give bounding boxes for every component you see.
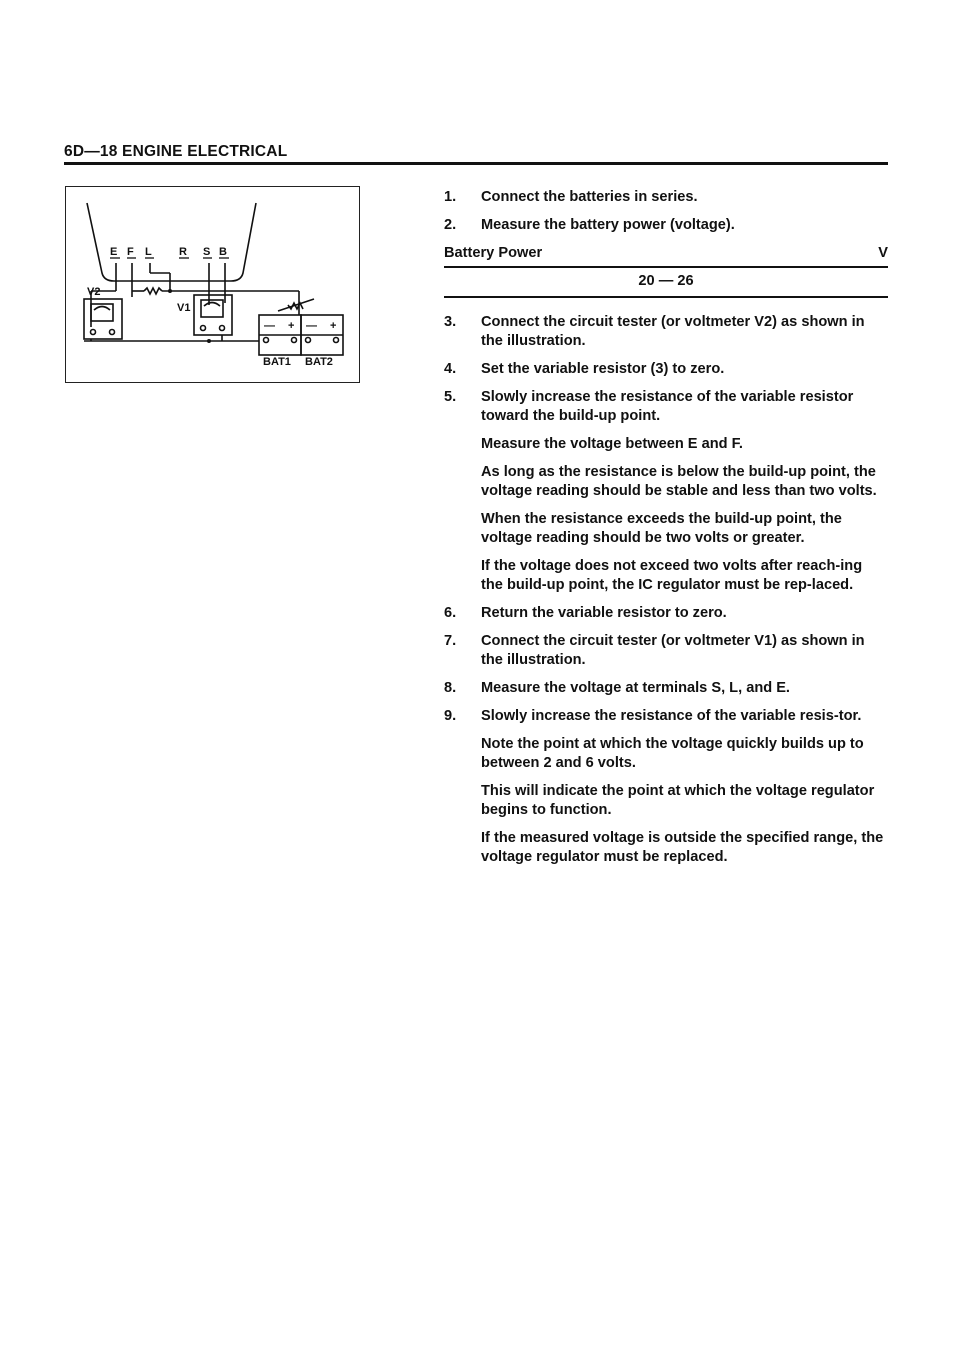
step-item: [444, 632, 888, 670]
terminal-e-label: E: [110, 246, 118, 258]
wiring-diagram-svg: [66, 187, 361, 384]
header-rule: [64, 162, 888, 165]
step-number: 2.: [444, 217, 457, 233]
step-paragraph: When the resistance exceeds the build-up point, the voltage reading should be two volts or greater.: [481, 511, 842, 546]
v1-meter-box: [194, 295, 232, 335]
spec-value: 20 — 26: [444, 268, 888, 298]
step-text: Measure the battery power (voltage).: [481, 217, 735, 233]
step-item: [444, 216, 888, 235]
step-item: [444, 604, 888, 623]
v2-label: V2: [87, 286, 101, 298]
step-paragraph: This will indicate the point at which the voltage regulator begins to function.: [481, 783, 875, 818]
step-text: Return the variable resistor to zero.: [481, 605, 727, 621]
step-paragraph: If the voltage does not exceed two volts after reach-ing the build-up point, the IC regulator must be rep-laced.: [481, 558, 863, 593]
step-number: 3.: [444, 314, 457, 330]
step-number: 8.: [444, 680, 457, 696]
step-item: [444, 707, 888, 726]
step-text: Measure the voltage at terminals S, L, and E.: [481, 680, 790, 696]
step-text: Connect the batteries in series.: [481, 189, 698, 205]
terminal-b-label: B: [219, 246, 227, 258]
step-paragraph: If the measured voltage is outside the specified range, the voltage regulator must be replaced.: [481, 830, 884, 865]
polarity-label: +: [330, 320, 337, 332]
step-text: Set the variable resistor (3) to zero.: [481, 361, 725, 377]
step-paragraph: Measure the voltage between E and F.: [481, 436, 743, 452]
polarity-label: —: [306, 320, 317, 332]
v1-label: V1: [177, 302, 191, 314]
step-text: Slowly increase the resistance of the variable resis-tor.: [481, 708, 862, 724]
v2-meter-box: [84, 299, 122, 339]
spec-header: [444, 244, 888, 268]
polarity-label: —: [264, 320, 275, 332]
variable-resistor: [144, 288, 162, 294]
step-number: 1.: [444, 189, 457, 205]
step-text: Slowly increase the resistance of the variable resistor toward the build-up point.: [481, 389, 854, 424]
step-number: 7.: [444, 633, 457, 649]
bat2-label: BAT2: [305, 356, 333, 368]
resistor-arrow: [278, 299, 314, 311]
regulator-outline: [87, 203, 256, 281]
step-text: Connect the circuit tester (or voltmeter V1) as shown in the illustration.: [481, 633, 865, 668]
bat1-label: BAT1: [263, 356, 291, 368]
step-item: [444, 313, 888, 351]
step-number: 6.: [444, 605, 457, 621]
step-item: [444, 679, 888, 698]
page-header: 6D—18 ENGINE ELECTRICAL: [64, 143, 288, 160]
step-paragraph: Note the point at which the voltage quickly builds up to between 2 and 6 volts.: [481, 736, 864, 771]
terminal-f-label: F: [127, 246, 134, 258]
spec-label: Battery Power: [444, 245, 543, 261]
wiring-diagram: [65, 186, 360, 383]
step-text: Connect the circuit tester (or voltmeter V2) as shown in the illustration.: [481, 314, 865, 349]
spec-unit: V: [878, 245, 888, 261]
v2-meter-needle: [94, 307, 110, 311]
terminal-l-label: L: [145, 246, 152, 258]
v1-meter-needle: [204, 303, 220, 307]
step-number: 4.: [444, 361, 457, 377]
step-item: [444, 388, 888, 426]
polarity-label: +: [288, 320, 295, 332]
instructions: [444, 188, 888, 876]
step-item: [444, 360, 888, 379]
step-number: 5.: [444, 389, 457, 405]
step-item: [444, 188, 888, 207]
terminal-s-label: S: [203, 246, 211, 258]
step-number: 9.: [444, 708, 457, 724]
terminal-r-label: R: [179, 246, 187, 258]
step-paragraph: As long as the resistance is below the build-up point, the voltage reading should be stable and less than two volts.: [481, 464, 877, 499]
